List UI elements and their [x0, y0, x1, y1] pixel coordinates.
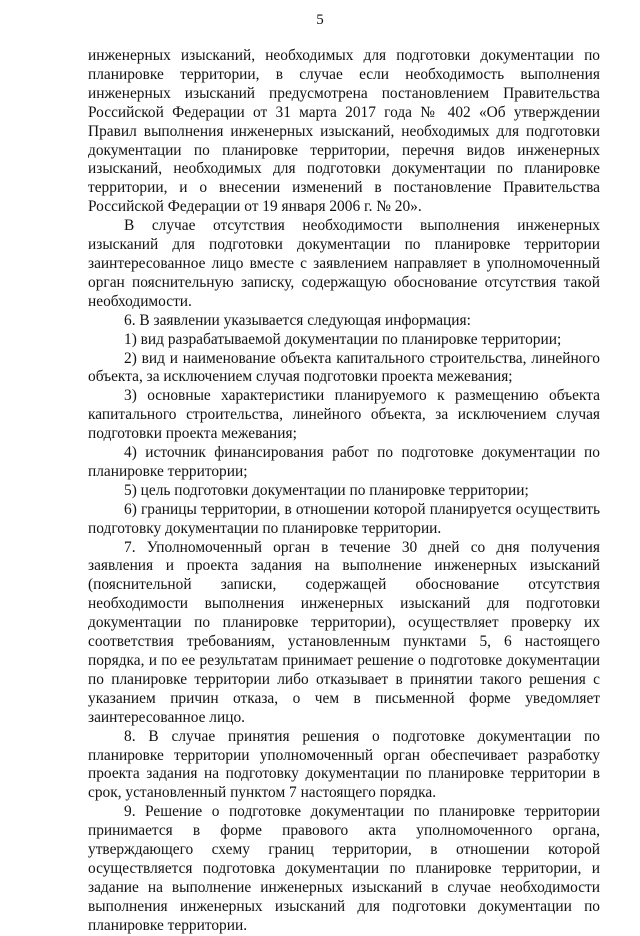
paragraph-item-7: 7. Уполномоченный орган в течение 30 дней со дня получения заявления и проекта задания на выполнение инженерных изысканий (пояснительной записки, содержащей обоснование отсутствия необходимости выполнения инженерных изысканий для подготовки документации по планировке территории), осуществляет проверку их соответствия требованиям, установленным пунктами 5, 6 настоящего порядка, и по ее результатам принимает решение о подготовке документации по планировке территории либо отказывает в принятии такого решения с указанием причин отказа, о чем в письменной форме уведомляет заинтересованное лицо.	[88, 538, 600, 726]
list-item-6-5: 5) цель подготовки документации по планировке территории;	[124, 481, 529, 499]
list-item-6-2: 2) вид и наименование объекта капитального строительства, линейного объекта, за исключением случая подготовки проекта межевания;	[88, 349, 600, 386]
paragraph-item-9: 9. Решение о подготовке документации по планировке территории принимается в форме правового акта уполномоченного органа, утверждающего схему границ территории, в отношении которой осуществляется подготовка документации по планировке территории, и задание на выполнение инженерных изысканий в случае необходимости выполнения инженерных изысканий для подготовки документации по планировке территории.	[88, 803, 600, 934]
list-item-6-6: 6) границы территории, в отношении которой планируется осуществить подготовку документации по планировке территории.	[88, 500, 600, 537]
paragraph-explanatory-note: В случае отсутствия необходимости выполнения инженерных изысканий для подготовки документации по планировке территории заинтересованное лицо вместе с заявлением направляет в уполномоченный орган пояснительную записку, содержащую обоснование отсутствия такой необходимости.	[88, 217, 600, 310]
paragraph-item-8: 8. В случае принятия решения о подготовке документации по планировке территории уполномоченный орган обеспечивает разработку проекта задания на подготовку документации по планировке территории в срок, установленный пунктом 7 настоящего порядка.	[88, 727, 600, 802]
document-body	[88, 47, 600, 936]
list-item-6-3: 3) основные характеристики планируемого к размещению объекта капитального строительства, линейного объекта, за исключением случая подготовки проекта межевания;	[88, 387, 600, 443]
paragraph-continuation-engineering-surveys: инженерных изысканий, необходимых для подготовки документации по планировке территории, в случае если необходимость выполнения инженерных изысканий предусмотрена постановлением Правительства Российской Федерации от 31 марта 2017 года № 402 «Об утверждении Правил выполнения инженерных изысканий, необходимых для подготовки документации по планировке территории, перечня видов инженерных изысканий, необходимых для подготовки документации по планировке территории, и о внесении изменений в постановление Правительства Российской Федерации от 19 января 2006 г. № 20».	[88, 47, 600, 216]
list-item-6-4: 4) источник финансирования работ по подготовке документации по планировке территории;	[88, 444, 600, 480]
page-number: 5	[316, 12, 324, 28]
paragraph-item-6-intro: 6. В заявлении указывается следующая информация:	[124, 311, 471, 329]
list-item-6-1: 1) вид разрабатываемой документации по планировке территории;	[124, 330, 562, 348]
